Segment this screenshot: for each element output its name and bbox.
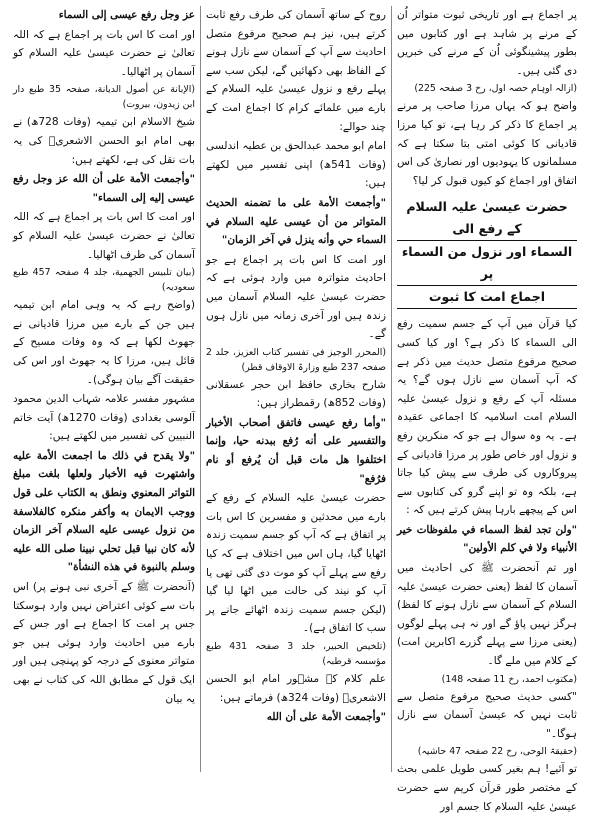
arabic-quote: "وأما رفع عيسى فاتفق أصحاب الأخبار والتفسير على أنه رُفع ببدنه حيا، وإنما اختلفوا هل مات قبل أن يُرفع أو نام فرُفع" [206,416,386,485]
paragraph: علم کلام کے مشہور امام ابو الحسن الاشعریؒ (وفات 324ھ) فرماتے ہیں: [206,673,386,704]
paragraph: شارح بخاری حافظ ابن حجر عسقلانی (وفات 852ھ) رقمطراز ہیں: [206,378,386,410]
arabic-quote: عز وجل رفع عيسى إلى السماء [58,9,195,21]
paragraph: اور امت کا اس بات پر اجماع ہے کہ اللہ تعالیٰ نے حضرت عیسیٰ علیہ السلام کو آسمان پر اٹھالیا۔ [13,28,195,78]
arabic-quote: "وأجمعت الأمة على أن الله عز وجل رفع عيسى إليه إلى السماء" [13,173,195,204]
citation: (الإبانة عن أصول الديانة، صفحہ 35 طبع دار ابن زیدون، بیروت) [13,84,195,111]
column-middle [200,6,392,772]
section-heading-line-2: السماء اور نزول من السماء پر [397,241,577,286]
paragraph: واضح ہو کہ یہاں مرزا صاحب پر مرنے پر اجماع کا ذکر کر رہا ہے، تو کیا مرزا قادیانی کا کوئی امتی بتا سکتا ہے کہ مسلمانوں کا یہودیوں اور نصاریٰ کی اس اتفاق اور اجماع کو کیوں قبول کر لیا؟ [397,100,577,187]
section-heading [397,196,577,309]
paragraph: مشہور مفسر علامہ شہاب الدین محمود آلوسی بغدادی (وفات 1270ھ) آیت خاتم النبیین کی تفسیر میں لکھتے ہیں: [13,393,195,443]
arabic-quote: "ولن تجد لفظ السماء في ملفوظات خير الأنبياء ولا في كلم الأولين" [397,523,577,555]
paragraph: تو آئیے! ہم بغیر کسی طویل علمی بحث کے مختصر طور قرآن کریم سے حضرت عیسیٰ علیہ السلام کا جسم اور [397,763,577,813]
paragraph: اور تم آنحضرت ﷺ کی احادیث میں آسمان کا لفظ (یعنی حضرت عیسیٰ علیہ السلام کے آسمان سے نازل ہونے کا لفظ) ہرگز نہیں پاؤ گے اور نہ ہی پہلے لوگوں (یعنی مرزا سے پہلے گزرے اکابرین امت) کے کلام میں ملے گا۔ [397,562,577,668]
paragraph: اور امت کا اس بات پر اجماع ہے جو احادیث متواترہ میں وارد ہوئی ہے کہ حضرت عیسیٰ علیہ السلام آسمان میں زندہ ہیں اور آخری زمانہ میں نازل ہوں گے۔ [206,253,386,341]
arabic-quote: "وأجمعت الأمة على أن الله [266,711,386,724]
column-left [8,6,200,772]
citation: (بیان تلبیس الجھمیة، جلد 4 صفحہ 457 طبع سعودیہ) [13,267,195,294]
paragraph: (آنحضرت ﷺ کے آخری نبی ہونے پر) اس بات سے کوئی اعتراض نہیں وارد ہوسکتا جس پر امت کا اجماع ہے اور جس کے بارے میں احادیث وارد ہوئی ہیں جو متواتر معنوی کے درجہ کو پہنچی ہیں اور ایک قول کے مطابق اللہ کی کتاب نے بھی یہ بیان [13,581,195,705]
section-heading-line-1: حضرت عیسیٰ علیہ السلام کے رفع الی [397,196,577,241]
paragraph: امام ابو محمد عبدالحق بن عطیہ اندلسی (وفات 541ھ) اپنی تفسیر میں لکھتے ہیں: [206,140,386,190]
arabic-quote: "ولا يقدح في ذلك ما اجمعت الأمة عليه واشتهرت فيه الأخبار ولعلها بلغت مبلغ التواتر المعنوي ونطق به الكتاب على قول ووجب الايمان به وأكفر منكره كالفلاسفة من نزول عيسى عليه السلام آخر الزمان لأنه كان نبيا قبل تحلي نبينا صلى الله عليه وسلم بالنبوة في هذه النشأة" [13,449,195,574]
citation: (حقیقۃ الوحی، رخ 22 صفحہ 47 حاشیہ) [417,746,577,758]
paragraph: "کسی حدیث صحیح مرفوع متصل سے ثابت نہیں کہ عیسیٰ آسمان سے نازل ہوگا۔" [397,690,577,740]
paragraph: شیخ الاسلام ابن تیمیہ (وفات 728ھ) نے بھی امام ابو الحسن الاشعریؒ کی یہ بات نقل کی ہے، لکھتے ہیں: [13,116,195,166]
paragraph: روح کے ساتھ آسمان کی طرف رفع ثابت کرتے ہیں، نیز ہم صحیح مرفوع متصل احادیث سے آپ کے آسمان سے نازل ہونے کے الفاظ بھی دکھائیں گے، لیکن سب سے پہلے رفع و نزول عیسیٰ علیہ السلام کے بارے میں علمائے کرام کا اجماع امت کے چند حوالے: [206,9,386,133]
citation: (ازالہ اوہام حصہ اول، رخ 3 صفحہ 225) [414,83,577,95]
citation: (تلخیص الحبیر، جلد 3 صفحہ 431 طبع مؤسسہ قرطبہ) [206,641,386,667]
citation: (مکتوب احمد، رخ 11 صفحہ 148) [441,673,577,685]
section-heading-line-3: اجماع امت کا ثبوت [397,286,577,309]
column-right [392,6,582,813]
paragraph: اور امت کا اس بات پر اجماع ہے کہ اللہ تعالیٰ نے حضرت عیسیٰ علیہ السلام کو آسمان کی طرف اٹھالیا۔ [13,211,195,261]
paragraph: پر اجماع ہے اور تاریخی ثبوت متواتر اُن کے مرنے پر شاہد ہے اور کتابوں میں بطور پیشینگوئی اُن کے مرنے کی خبریں دی گئی ہیں۔ [397,9,577,77]
paragraph: کیا قرآن میں آپ کے جسم سمیت رفع الی السماء کا ذکر ہے؟ اور کیا کسی صحیح مرفوع متصل حدیث میں ذکر ہے کہ آپ آسمان سے نازل ہوں گے؟ یہ مسئلہ آپ کے رفع و نزول عیسیٰ علیہ السلام امت اسلامیہ کا اجماعی عقیدہ ہے۔ یہ وہ سوال ہے جو کہ منکرین رفع و نزول اور خاص طور پر مرزا قادیانی کے پیروکاروں کی طرف سے پیش کیا جاتا ہے، بلکہ وہ تو اپنے گرو کی کتابوں سے اس کے پیچھے بارہا پیش کرتے ہیں کہ : [397,318,577,517]
citation: (المحرر الوجيز في تفسير كتاب العزيز، جلد 2 صفحہ 237 طبع وزارۃ الاوقاف قطر) [206,346,386,373]
paragraph: (واضح رہے کہ یہ وہی امام ابن تیمیہ ہیں جن کے بارے میں مرزا قادیانی نے جھوٹ لکھا ہے کہ وہ وفات مسیح کے قائل ہیں، مرزا کا یہ جھوٹ اور اس کی حقیقت آگے بیان ہوگی)۔ [13,299,195,386]
arabic-quote: "وأجمعت الأمة على ما تضمنه الحديث المتواتر من أن عيسى عليه السلام في السماء حي وأنه ينزل في آخر الزمان" [206,196,386,247]
paragraph: حضرت عیسیٰ علیہ السلام کے رفع کے بارے میں محدثین و مفسرین کا اس بات پر اتفاق ہے کہ آپ کو جسم سمیت زندہ اٹھایا گیا، ہاں اس میں اختلاف ہے کہ کیا رفع سے پہلے آپ کو موت دی گئی تھی یا آپ کو نیند کی حالت میں اٹھا لیا گیا (لیکن جسم سمیت زندہ اٹھائے جانے پر سب کا اتفاق ہے)۔ [206,492,386,635]
